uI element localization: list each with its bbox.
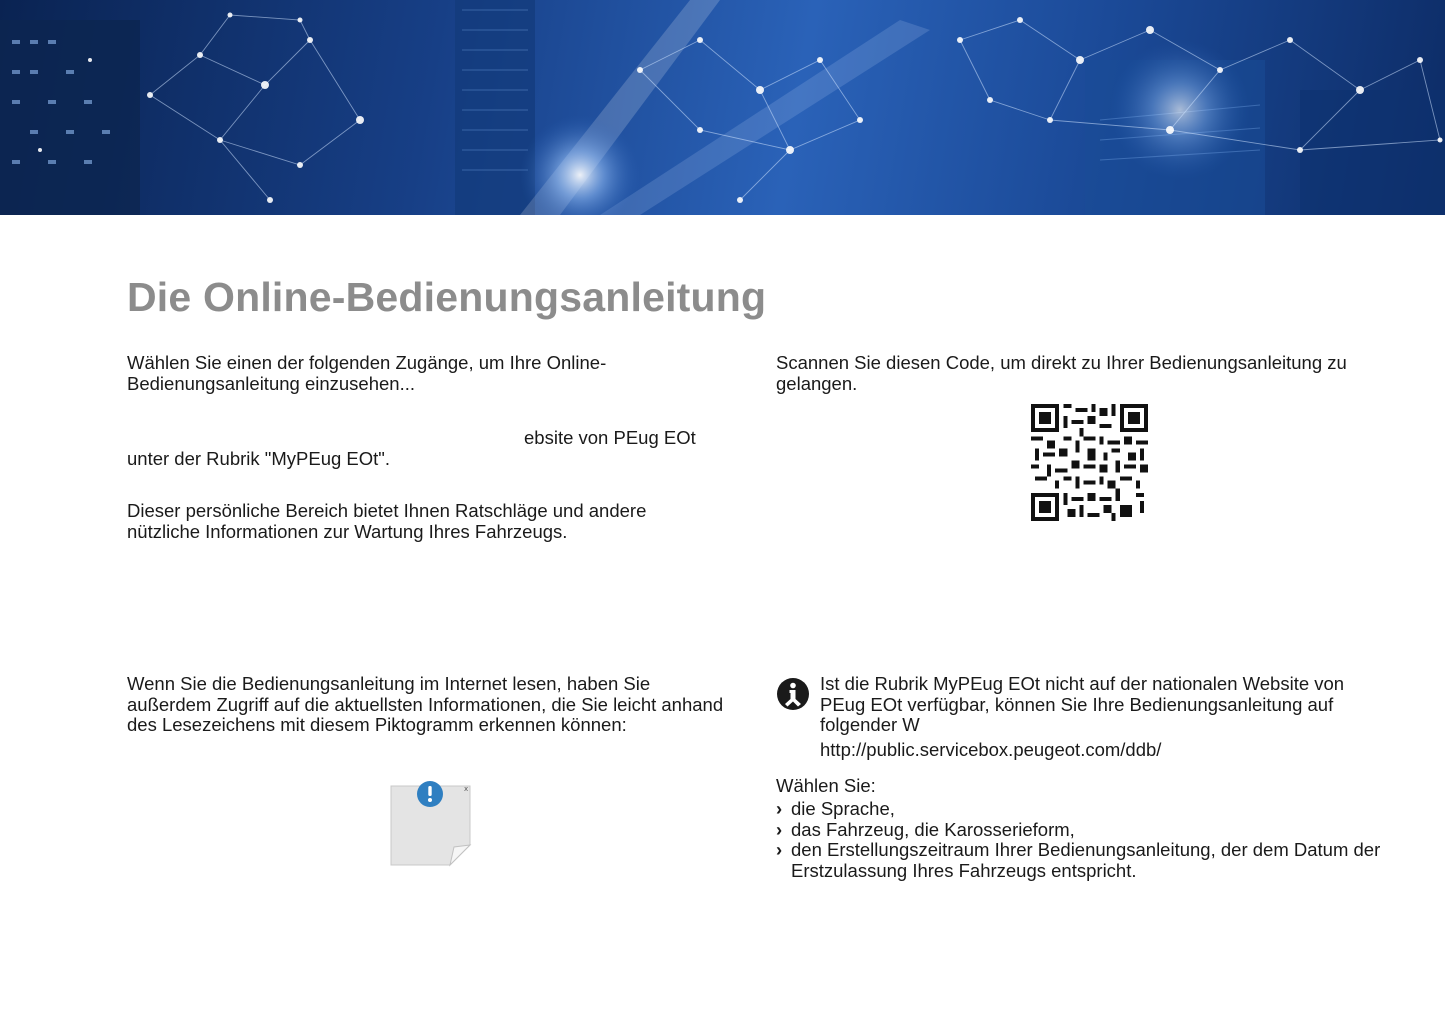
list-item-text: die Sprache,	[791, 798, 895, 819]
bookmark-info-icon	[388, 779, 474, 867]
header-banner	[0, 0, 1445, 215]
list-item-text: den Erstellungszeitraum Ihrer Bedienungsanleitung, der dem Datum der Erstzulassung Ihres Fahrzeugs entspricht.	[791, 839, 1381, 881]
intro-text: Wählen Sie einen der folgenden Zugänge, um Ihre Online-Bedienungsanleitung einzusehen...	[127, 352, 607, 394]
svg-text:x: x	[464, 785, 469, 793]
page-title: Die Online-Bedienungsanleitung	[127, 274, 767, 320]
list-item	[776, 799, 1386, 820]
list-item-text: das Fahrzeug, die Karosserieform,	[791, 818, 1075, 840]
list-item	[776, 840, 1386, 881]
network-city-banner-image	[0, 0, 1445, 215]
choose-label: Wählen Sie:	[776, 775, 876, 796]
chevron-right-icon: ›	[776, 839, 783, 860]
scan-text: Scannen Sie diesen Code, um direkt zu Ihrer Bedienungsanleitung zu gelangen.	[776, 352, 1347, 394]
personal-area-text: Dieser persönliche Bereich bietet Ihnen Ratschläge und andere nützliche Informationen zur Wartung Ihres Fahrzeugs.	[127, 500, 647, 542]
chevron-right-icon: ›	[776, 798, 783, 819]
list-item	[776, 820, 1386, 841]
info-icon	[776, 677, 810, 711]
info-text: Ist die Rubrik MyPEug EOt nicht auf der nationalen Website von PEug EOt verfügbar, können Sie Ihre Bedienungsanleitung auf folgender W	[820, 673, 1345, 735]
choices-list	[776, 799, 1386, 881]
website-text-line2: unter der Rubrik "MyPEug EOt".	[127, 448, 390, 469]
servicebox-link[interactable]: http://public.servicebox.peugeot.com/ddb/	[820, 739, 1162, 760]
chevron-right-icon: ›	[776, 818, 783, 840]
website-text-line1: ebsite von PEug EOt	[524, 427, 696, 448]
internet-note-text: Wenn Sie die Bedienungsanleitung im Internet lesen, haben Sie außerdem Zugriff auf die aktuellsten Informationen, die Sie leicht anhand des Lesezeichens mit diesem Piktogramm erkennen können:	[127, 673, 724, 735]
qr-code-icon[interactable]	[1031, 404, 1148, 521]
